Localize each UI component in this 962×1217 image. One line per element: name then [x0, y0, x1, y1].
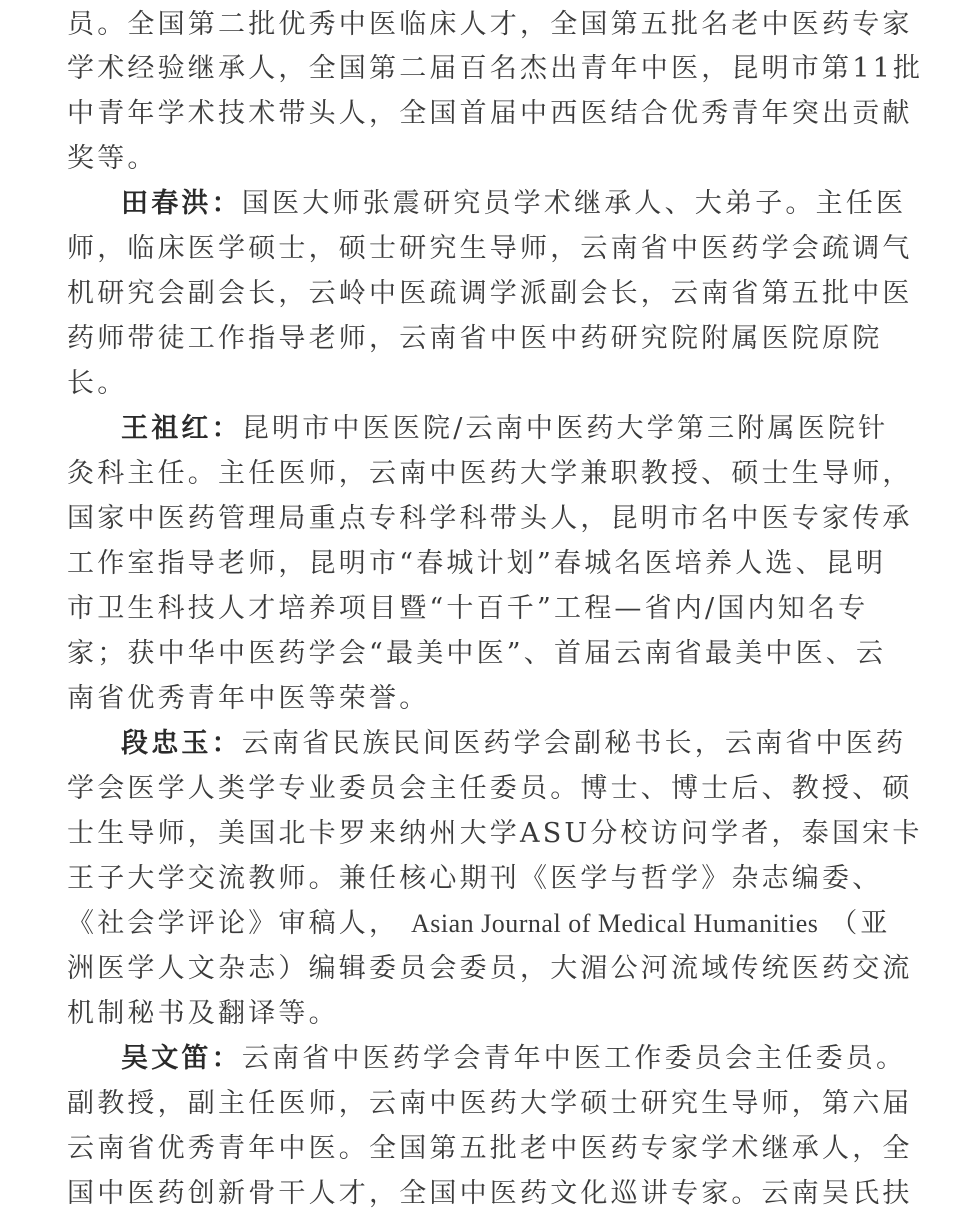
- text-span: 昆明市中医医院/云南中医药大学第三附属医院针: [241, 413, 889, 444]
- bio-heading-line: [121, 408, 888, 450]
- text-span: 云南省民族民间医药学会副秘书长，云南省中医药: [241, 728, 907, 759]
- text-line: 师，临床医学硕士，硕士研究生导师，云南省中医药学会疏调气: [67, 233, 913, 264]
- text-span: 国医大师张震研究员学术继承人、大弟子。主任医: [241, 188, 907, 219]
- text-line: 奖等。: [67, 143, 158, 174]
- text-span: 《社会学评论》审稿人，: [67, 908, 400, 939]
- person-name: 王祖红：: [121, 413, 242, 444]
- text-line: 国家中医药管理局重点专科学科带头人，昆明市名中医专家传承: [67, 503, 913, 534]
- text-line: 家；获中华中医药学会“最美中医”、首届云南省最美中医、云: [67, 638, 887, 669]
- text-line: 灸科主任。主任医师，云南中医药大学兼职教授、硕士生导师，: [67, 458, 913, 489]
- text-span: 云南省中医药学会青年中医工作委员会主任委员。: [241, 1043, 907, 1074]
- person-name: 段忠玉：: [121, 728, 242, 759]
- text-line: 南省优秀青年中医等荣誉。: [67, 683, 430, 714]
- text-line: 学术经验继承人，全国第二届百名杰出青年中医，昆明市第11批: [67, 53, 924, 84]
- person-name: 吴文笛：: [121, 1043, 242, 1074]
- text-line: 王子大学交流教师。兼任核心期刊《医学与哲学》杂志编委、: [67, 863, 883, 894]
- text-line: 机研究会副会长，云岭中医疏调学派副会长，云南省第五批中医: [67, 278, 913, 309]
- text-line: [67, 903, 891, 945]
- text-line: 学会医学人类学专业委员会主任委员。博士、博士后、教授、硕: [67, 773, 913, 804]
- bio-heading-line: [121, 723, 906, 765]
- text-line: 药师带徒工作指导老师，云南省中医中药研究院附属医院原院: [67, 323, 883, 354]
- person-name: 田春洪：: [121, 188, 242, 219]
- text-line: 市卫生科技人才培养项目暨“十百千”工程—省内/国内知名专: [67, 593, 869, 624]
- journal-title: Asian Journal of Medical Humanities: [411, 909, 819, 938]
- text-line: 员。全国第二批优秀中医临床人才，全国第五批名老中医药专家: [67, 9, 913, 40]
- text-line: 副教授，副主任医师，云南中医药大学硕士研究生导师，第六届: [67, 1088, 913, 1119]
- text-line: 士生导师，美国北卡罗来纳州大学ASU分校访问学者，泰国宋卡: [67, 818, 923, 849]
- text-line: 工作室指导老师，昆明市“春城计划”春城名医培养人选、昆明: [67, 548, 887, 579]
- text-line: 洲医学人文杂志）编辑委员会委员，大湄公河流域传统医药交流: [67, 953, 913, 984]
- text-line: 中青年学术技术带头人，全国首届中西医结合优秀青年突出贡献: [67, 98, 913, 129]
- text-line: 云南省优秀青年中医。全国第五批老中医药专家学术继承人，全: [67, 1133, 913, 1164]
- bio-heading-line: [121, 1038, 906, 1080]
- text-line: 机制秘书及翻译等。: [67, 998, 339, 1029]
- text-line: 长。: [67, 368, 128, 399]
- text-line: 国中医药创新骨干人才，全国中医药文化巡讲专家。云南吴氏扶: [67, 1178, 913, 1209]
- text-span: （亚: [830, 908, 891, 939]
- bio-heading-line: [121, 183, 906, 225]
